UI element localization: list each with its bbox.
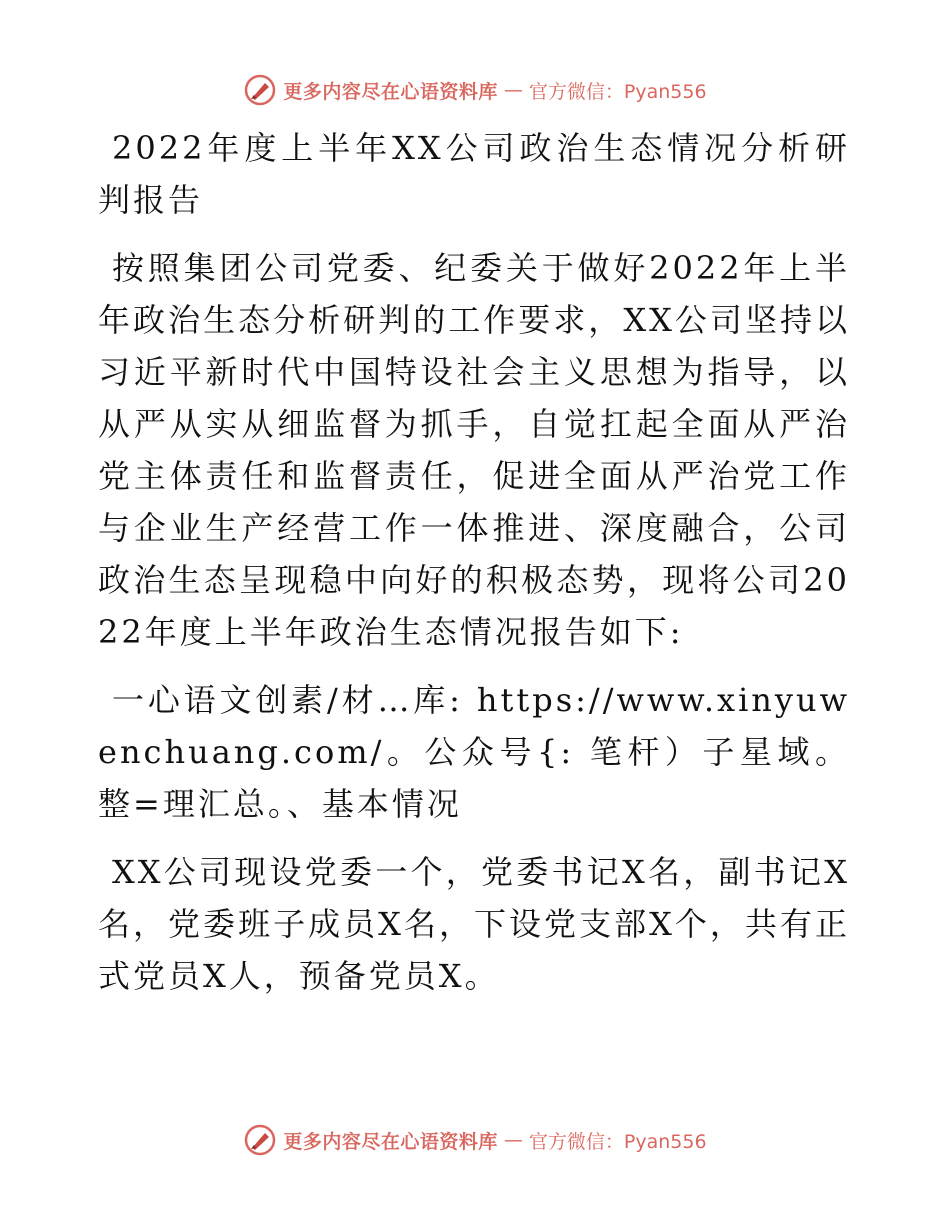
pen-nib-logo-icon: [243, 73, 277, 107]
pen-nib-logo-icon: [243, 1123, 277, 1157]
watermark-wechat-text: 官方微信：Pyan556: [528, 1130, 707, 1153]
paragraph-basic-info: XX公司现设党委一个，党委书记X名，副书记X名，党委班子成员X名，下设党支部X个，共有正式党员X人，预备党员X。: [98, 853, 850, 995]
watermark-header: [0, 70, 950, 110]
watermark-wechat-text: 官方微信：Pyan556: [528, 80, 707, 103]
paragraph-intro: 按照集团公司党委、纪委关于做好2022年上半年政治生态分析研判的工作要求，XX公司坚持以习近平新时代中国特设社会主义思想为指导，以从严从实从细监督为抓手，自觉扛起全面从严治党主体责任和监督责任，促进全面从严治党工作与企业生产经营工作一体推进、深度融合，公司政治生态呈现稳中向好的积极态势，现将公司2022年度上半年政治生态情况报告如下:: [98, 249, 850, 651]
document-body: [98, 122, 850, 1002]
watermark-main-text: 更多内容尽在心语资料库: [283, 1130, 498, 1153]
watermark-dash: —: [503, 79, 523, 101]
document-title: 2022年度上半年XX公司政治生态情况分析研判报告: [98, 129, 850, 219]
watermark-footer: [0, 1120, 950, 1160]
paragraph-source-notice: 一心语文创素/材…库: https://www.xinyuwenchuang.com/。公众号{: 笔杆）子星域。整=理汇总。、基本情况: [98, 681, 850, 823]
watermark-main-text: 更多内容尽在心语资料库: [283, 80, 498, 103]
watermark-dash: —: [503, 1129, 523, 1151]
